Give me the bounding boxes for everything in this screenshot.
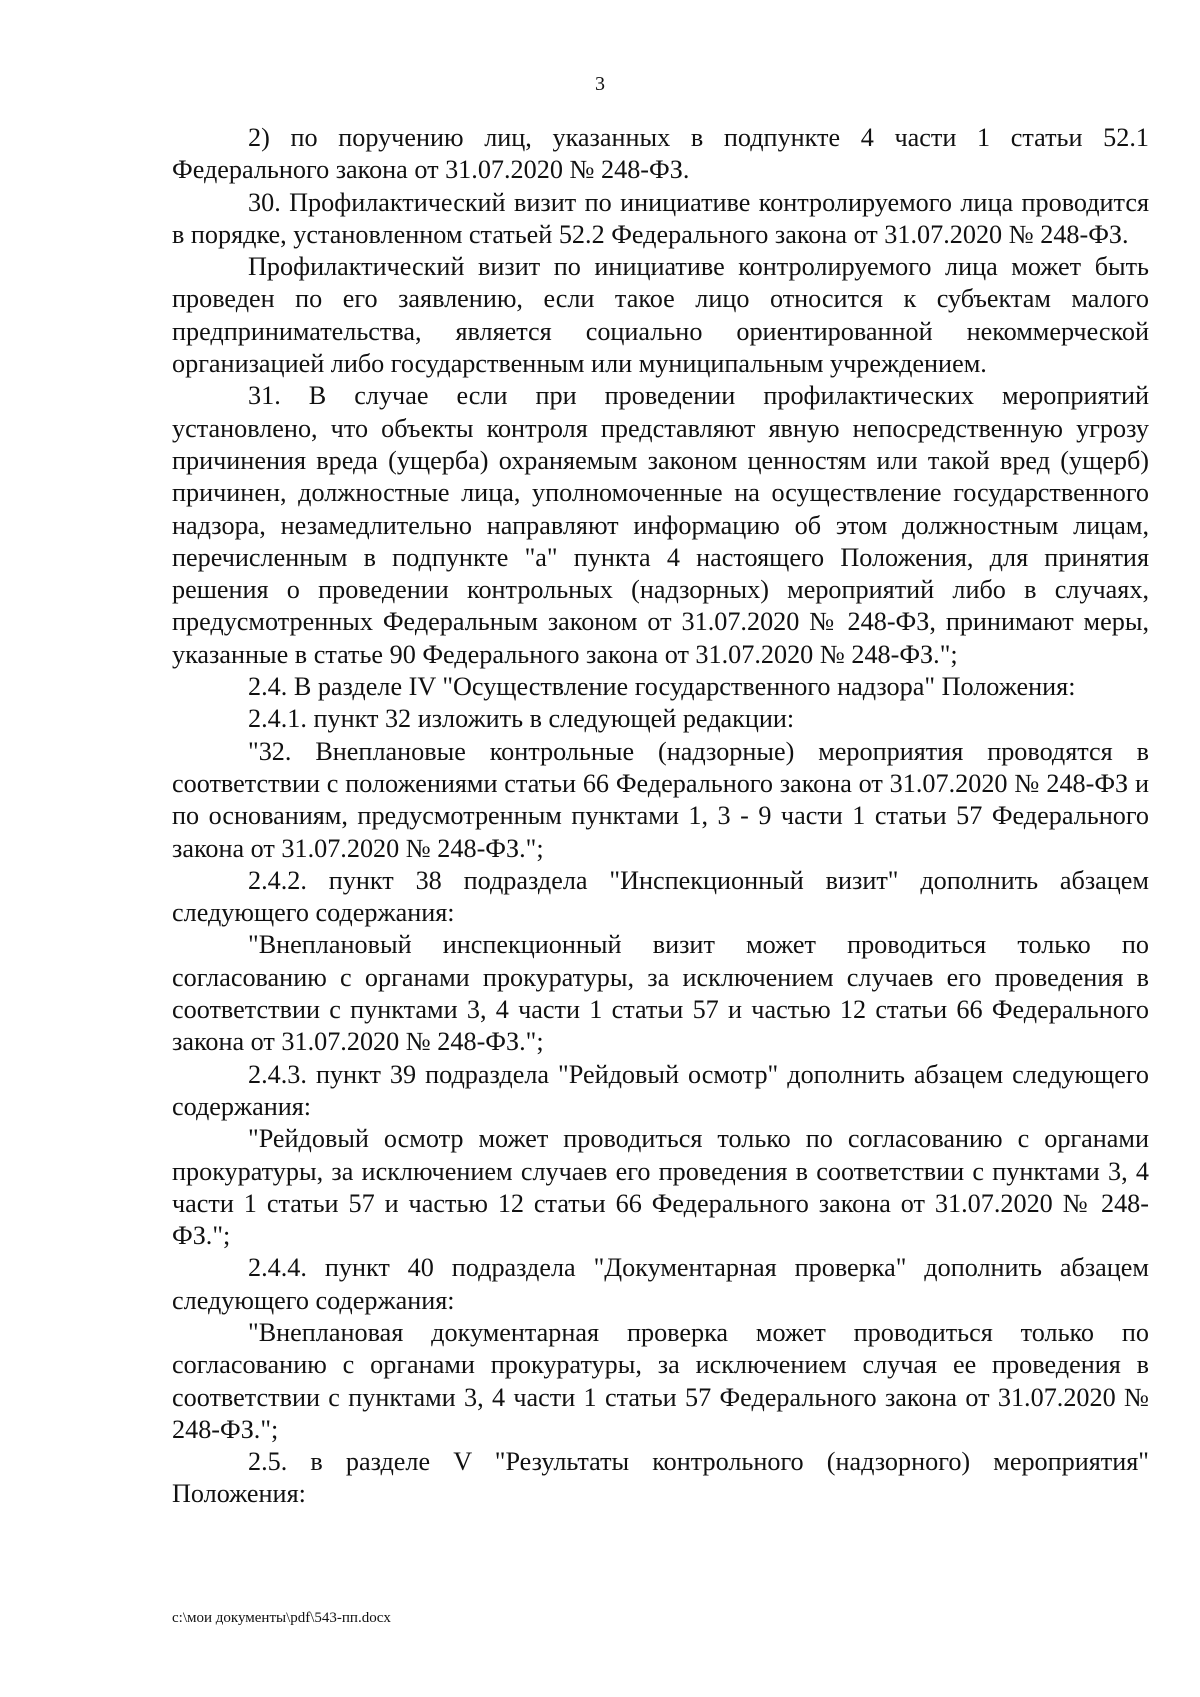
paragraph: 2.4.2. пункт 38 подраздела "Инспекционный визит" дополнить абзацем следующего содержания:: [172, 865, 1149, 928]
paragraph: 2.4.4. пункт 40 подраздела "Документарная проверка" дополнить абзацем следующего содержания:: [172, 1253, 1149, 1315]
paragraph: "Рейдовый осмотр может проводиться только по согласованию с органами прокуратуры, за исключением случаев его проведения в соответствии с пунктами 3, 4 части 1 статьи 57 и частью 12 статьи 66 Федерального закона от 31.07.2020 № 248-ФЗ.";: [172, 1124, 1149, 1251]
paragraph: 2) по поручению лиц, указанных в подпункте 4 части 1 статьи 52.1 Федерального закона от 31.07.2020 № 248-ФЗ.: [172, 123, 1149, 185]
paragraph: 2.4.1. пункт 32 изложить в следующей редакции:: [248, 704, 795, 734]
paragraph: 2.4.3. пункт 39 подраздела "Рейдовый осмотр" дополнить абзацем следующего содержания:: [172, 1059, 1149, 1121]
paragraph: 2.4. В разделе IV "Осуществление государственного надзора" Положения:: [248, 672, 1076, 702]
page-number: 3: [595, 73, 605, 95]
document-body: [172, 122, 1149, 1511]
paragraph: 31. В случае если при проведении профилактических мероприятий установлено, что объекты контроля представляют явную непосредственную угрозу причинения вреда (ущерба) охраняемым законом ценностям или такой вред (ущерб) причинен, должностные лица, уполномоченные на осуществление государственного надзора, незамедлительно направляют информацию об этом должностным лицам, перечисленным в подпункте "а" пункта 4 настоящего Положения, для принятия решения о проведении контрольных (надзорных) мероприятий либо в случаях, предусмотренных Федеральным законом от 31.07.2020 № 248-ФЗ, принимают меры, указанные в статье 90 Федерального закона от 31.07.2020 № 248-ФЗ.";: [172, 381, 1149, 669]
paragraph: Профилактический визит по инициативе контролируемого лица может быть проведен по его заявлению, если такое лицо относится к субъектам малого предпринимательства, является социально ориентированной некоммерческой организацией либо государственным или муниципальным учреждением.: [172, 252, 1149, 379]
paragraph: 30. Профилактический визит по инициативе контролируемого лица проводится в порядке, установленном статьей 52.2 Федерального закона от 31.07.2020 № 248-ФЗ.: [172, 187, 1149, 249]
paragraph: "Внеплановая документарная проверка может проводиться только по согласованию с органами прокуратуры, за исключением случая ее проведения в соответствии с пунктами 3, 4 части 1 статьи 57 Федерального закона от 31.07.2020 № 248-ФЗ.";: [172, 1317, 1149, 1444]
footer-file-path: c:\мои документы\pdf\543-пп.docx: [172, 1610, 391, 1626]
paragraph: 2.5. в разделе V "Результаты контрольного (надзорного) мероприятия" Положения:: [172, 1447, 1149, 1509]
paragraph: "32. Внеплановые контрольные (надзорные) мероприятия проводятся в соответствии с положениями статьи 66 Федерального закона от 31.07.2020 № 248-ФЗ и по основаниям, предусмотренным пунктами 1, 3 - 9 части 1 статьи 57 Федерального закона от 31.07.2020 № 248-ФЗ.";: [172, 736, 1149, 863]
paragraph: "Внеплановый инспекционный визит может проводиться только по согласованию с органами прокуратуры, за исключением случаев его проведения в соответствии с пунктами 3, 4 части 1 статьи 57 и частью 12 статьи 66 Федерального закона от 31.07.2020 № 248-ФЗ.";: [172, 930, 1149, 1057]
